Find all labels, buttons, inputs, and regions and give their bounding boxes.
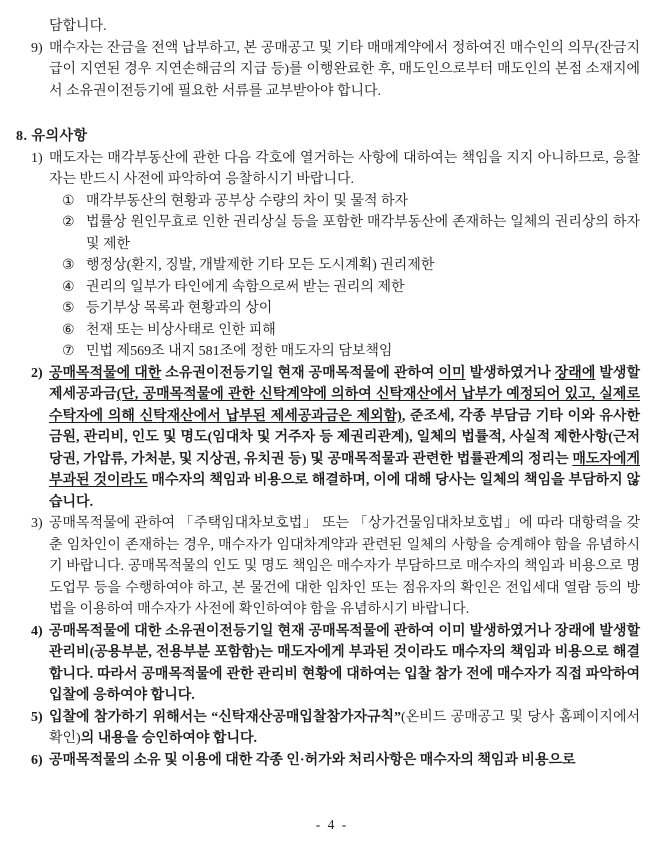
text-run: 권리의 일부가 타인에게 속함으로써 받는 권리의 제한: [86, 279, 405, 295]
item-marker: 9): [31, 40, 43, 56]
text-run: 민법 제569조 내지 581조에 정한 매도자의 담보책임: [86, 344, 393, 359]
item-marker: 6): [31, 752, 43, 768]
item-marker: ⑤: [62, 301, 75, 316]
notice-item-3: [31, 513, 640, 621]
notice-subitem-1: [62, 191, 640, 213]
page-number: - 4 -: [315, 817, 349, 832]
text-run: 공매목적물에 대한 소유권이전등기일 현재 공매목적물에 관하여 이미 발생하였거나 장래에 발생할 관리비(공용부분, 전용부분 포함함)는 매도자에게 부과된 것이라도 매수자의 책임과 비용으로 해결합니다. 따라서 공매목적물에 관한 관리비 현황에 대하여는 입찰 참가 전에 매수자가 직접 파악하여 입찰에 응하여야 합니다.: [49, 623, 640, 703]
notice-item-4: [31, 621, 640, 707]
notice-item-2: [31, 363, 640, 514]
item-9: [31, 38, 640, 103]
notice-item-5: [31, 707, 640, 750]
item-marker: ④: [62, 279, 75, 295]
text-run: 공매목적물에 대한: [49, 365, 162, 381]
item-marker: ⑦: [62, 344, 75, 359]
text-run: 발생할 제세공과금: [49, 365, 640, 402]
text-run: 매각부동산의 현황과 공부상 수량의 차이 및 물적 하자: [86, 193, 409, 209]
text-run: 등기부상 목록과 현황과의 상이: [86, 301, 273, 316]
text-run: 이미: [438, 365, 466, 381]
notice-subitem-3: [62, 255, 640, 277]
text-run: (단, 공매목적물에 관한 신탁계약에 의하여 신탁재산에서 납부가 예정되어 있고, 실제로 수탁자에 의해 신탁재산에서 납부된 제세공과금은 제외함): [49, 387, 640, 424]
text-run: 장래에: [554, 365, 596, 381]
item-marker: ⑥: [62, 322, 75, 338]
item-marker: 2): [31, 365, 43, 381]
notice-subitem-7: [62, 341, 640, 363]
text-run: (온비드 공매공고 및 당사 홈페이지에서 확인): [49, 709, 641, 746]
notice-subitem-4: [62, 277, 640, 299]
text-run: 매도자는 매각부동산에 관한 다음 각호에 열거하는 사항에 대하여는 책임을 지지 아니하므로, 응찰자는 반드시 사전에 파악하여 응찰하시기 바랍니다.: [49, 150, 640, 187]
text-run: 입찰에 참가하기 위해서는 “신탁재산공매입찰참가자규칙”: [49, 709, 402, 725]
text-run: 공매목적물의 소유 및 이용에 대한 각종 인·허가와 처리사항은 매수자의 책임과 비용으로: [49, 752, 576, 768]
item-marker: 5): [31, 709, 43, 725]
notice-subitem-5: [62, 298, 640, 320]
text-run: 의 내용을 승인하여야 합니다.: [80, 731, 258, 746]
text-run: 매수자의 책임과 비용으로 해결하며, 이에 대해 당사는 일체의 책임을 부담하지 않습니다.: [49, 473, 640, 510]
text-run: 공매목적물에 관하여 「주택임대차보호법」 또는 「상가건물임대차보호법」에 따라 대항력을 갖춘 임차인이 존재하는 경우, 매수자가 임대차계약과 관련된 일체의 사항을 승계해야 함을 유념하시기 바랍니다. 공매목적물의 인도 및 명도 책임은 매수자가 부담하므로 매수자의 책임과 비용으로 명도업무 등을 수행하여야 하고, 본 물건에 대한 임차인 또는 점유자의 확인은 전입세대 열람 등의 방법을 이용하여 매수자가 사전에 확인하여야 함을 유념하시기 바랍니다.: [49, 516, 640, 617]
notice-subitem-2: [62, 212, 640, 255]
item-marker: 4): [31, 623, 43, 639]
item-marker: ②: [62, 215, 75, 230]
text-run: 법률상 원인무효로 인한 권리상실 등을 포함한 매각부동산에 존재하는 일체의 권리상의 하자 및 제한: [86, 215, 640, 252]
text-run: 행정상(환지, 징발, 개발제한 기타 모든 도시계획) 권리제한: [86, 258, 435, 273]
text-run: 천재 또는 비상사태로 인한 피해: [86, 322, 276, 338]
text-run: , 준조세, 각종 부담금 기타 이와 유사한 금원, 관리비, 인도 및 명도(임대차 및 거주자 등 제권리관계), 일체의 법률적, 사실적 제한사항(근저당권, 가압류, 가처분, 및 지상권, 유치권 등) 및 공매목적물과 관련한 법률관계의 정리는: [49, 408, 640, 467]
item-marker: 3): [31, 516, 43, 531]
text-run: 매수자는 잔금을 전액 납부하고, 본 공매공고 및 기타 매매계약에서 정하여진 매수인의 의무(잔금지급이 지연된 경우 지연손해금의 지급 등)를 이행완료한 후, 매도인으로부터 매도인의 본점 소재지에서 소유권이전등기에 필요한 서류를 교부받아야 합니다.: [49, 40, 640, 99]
item-marker: 1): [31, 150, 43, 166]
section-8-heading: 8. 유의사항: [16, 129, 88, 144]
text-run: 매도자에게 부과된 것이라도: [49, 451, 640, 488]
notice-item-1: [31, 148, 640, 191]
item-marker: ①: [62, 193, 75, 209]
text-run: 담합니다.: [49, 19, 107, 34]
notice-subitem-6: [62, 320, 640, 342]
item-marker: ③: [62, 258, 75, 273]
notice-item-6: [31, 750, 640, 772]
item-8-continuation-line: [49, 16, 640, 38]
text-run: 소유권이전등기일 현재 공매목적물에 관하여: [161, 365, 439, 381]
document-content: [16, 16, 640, 771]
text-run: 발생하였거나: [465, 365, 555, 381]
